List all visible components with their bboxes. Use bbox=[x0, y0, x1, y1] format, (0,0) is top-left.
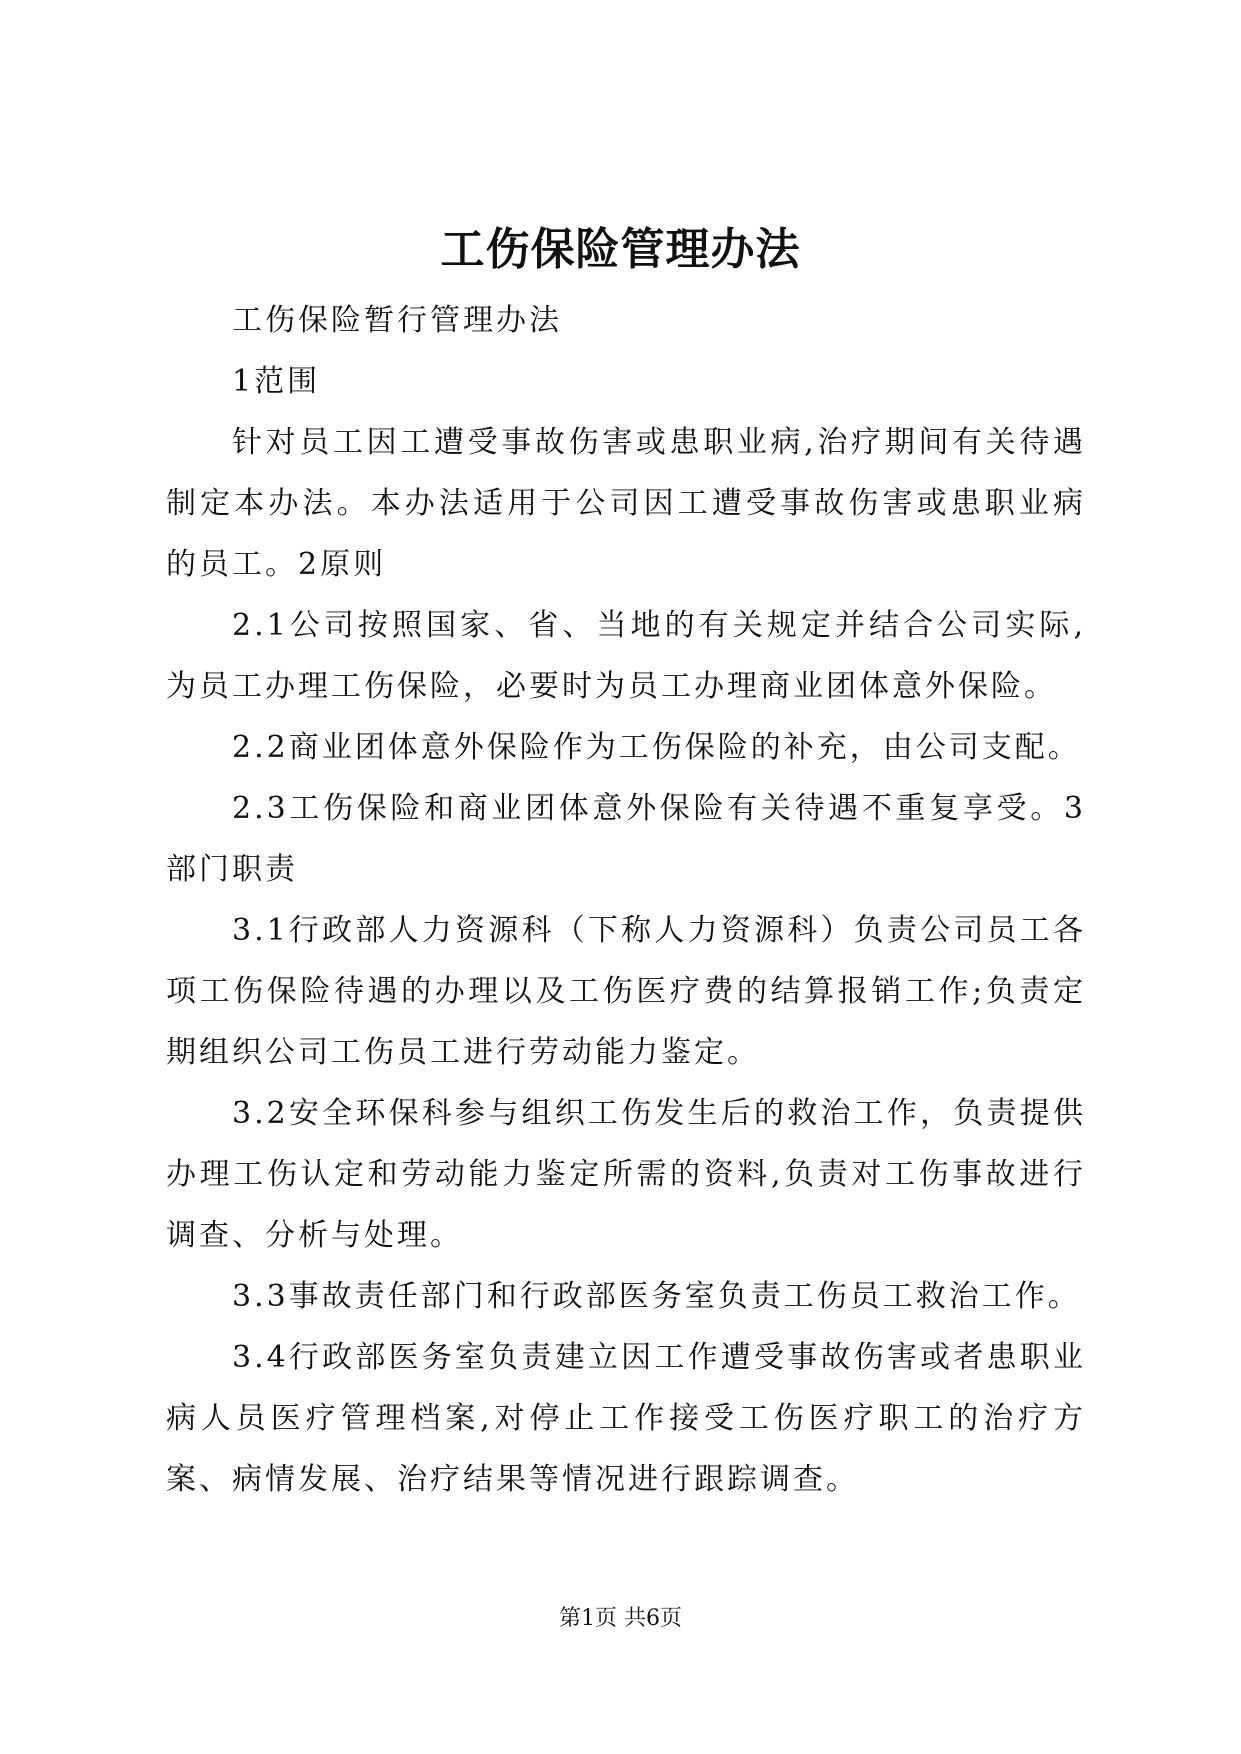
paragraph-3-1: 3.1行政部人力资源科（下称人力资源科）负责公司员工各项工伤保险待遇的办理以及工伤医疗费的结算报销工作;负责定期组织公司工伤员工进行劳动能力鉴定。 bbox=[166, 913, 1086, 1070]
paragraph-2-2: 2.2商业团体意外保险作为工伤保险的补充，由公司支配。 bbox=[232, 730, 1081, 765]
document-body bbox=[166, 290, 1086, 1510]
paragraph-3-2: 3.2安全环保科参与组织工伤发生后的救治工作，负责提供办理工伤认定和劳动能力鉴定所需的资料,负责对工伤事故进行调查、分析与处理。 bbox=[166, 1096, 1086, 1253]
page-footer: 第1页 共6页 bbox=[559, 1606, 682, 1631]
paragraph-2-1: 2.1公司按照国家、省、当地的有关规定并结合公司实际,为员工办理工伤保险，必要时为员工办理商业团体意外保险。 bbox=[166, 608, 1086, 704]
paragraph-3-3: 3.3事故责任部门和行政部医务室负责工伤员工救治工作。 bbox=[232, 1279, 1081, 1314]
paragraph-section-1-heading: 1范围 bbox=[232, 364, 321, 399]
paragraph-2-3: 2.3工伤保险和商业团体意外保险有关待遇不重复享受。3部门职责 bbox=[166, 791, 1086, 887]
paragraph-scope: 针对员工因工遭受事故伤害或患职业病,治疗期间有关待遇制定本办法。本办法适用于公司因工遭受事故伤害或患职业病的员工。2原则 bbox=[166, 425, 1086, 582]
paragraph-3-4: 3.4行政部医务室负责建立因工作遭受事故伤害或者患职业病人员医疗管理档案,对停止工作接受工伤医疗职工的治疗方案、病情发展、治疗结果等情况进行跟踪调查。 bbox=[166, 1340, 1086, 1497]
paragraph-subtitle: 工伤保险暂行管理办法 bbox=[232, 303, 562, 338]
document-title: 工伤保险管理办法 bbox=[440, 224, 801, 275]
